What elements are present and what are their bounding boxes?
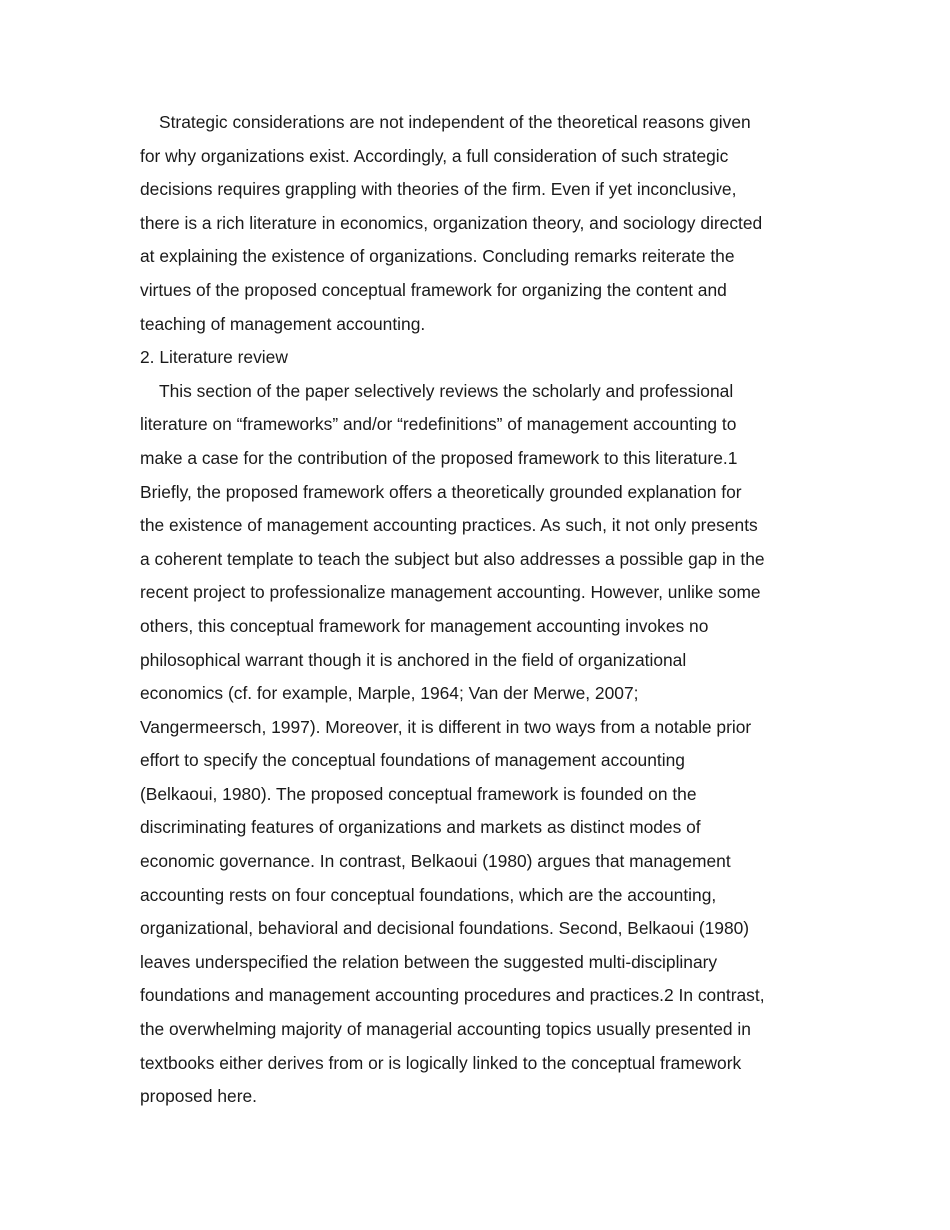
text-line: the existence of management accounting practices. As such, it not only presents — [140, 515, 758, 536]
text-line: This section of the paper selectively reviews the scholarly and professional — [159, 380, 734, 401]
text-line: recent project to professionalize management accounting. However, unlike some — [140, 582, 761, 603]
text-line: for why organizations exist. Accordingly, a full consideration of such strategic — [140, 145, 729, 166]
section-heading: 2. Literature review — [140, 347, 288, 368]
text-line: leaves underspecified the relation between the suggested multi-disciplinary — [140, 951, 718, 972]
text-line: economics (cf. for example, Marple, 1964; Van der Merwe, 2007; — [140, 683, 639, 704]
text-line: textbooks either derives from or is logically linked to the conceptual framework — [140, 1052, 742, 1073]
text-line: at explaining the existence of organizations. Concluding remarks reiterate the — [140, 246, 735, 267]
text-line: (Belkaoui, 1980). The proposed conceptual framework is founded on the — [140, 783, 697, 804]
text-line: foundations and management accounting procedures and practices.2 In contrast, — [140, 985, 765, 1006]
text-line: the overwhelming majority of managerial accounting topics usually presented in — [140, 1019, 751, 1040]
text-line: organizational, behavioral and decisional foundations. Second, Belkaoui (1980) — [140, 918, 750, 939]
text-line: teaching of management accounting. — [140, 313, 426, 334]
text-line: philosophical warrant though it is anchored in the field of organizational — [140, 649, 687, 670]
text-line: there is a rich literature in economics, organization theory, and sociology directed — [140, 212, 763, 233]
intro-paragraph — [140, 106, 812, 341]
document-page — [140, 106, 812, 1114]
text-line: decisions requires grappling with theories of the firm. Even if yet inconclusive, — [140, 179, 737, 200]
text-line: proposed here. — [140, 1086, 257, 1107]
text-line: others, this conceptual framework for management accounting invokes no — [140, 615, 709, 636]
text-line: literature on “frameworks” and/or “redefinitions” of management accounting to — [140, 414, 737, 435]
text-line: Vangermeersch, 1997). Moreover, it is different in two ways from a notable prior — [140, 716, 752, 737]
text-line: Briefly, the proposed framework offers a theoretically grounded explanation for — [140, 481, 742, 502]
text-line: virtues of the proposed conceptual framework for organizing the content and — [140, 279, 727, 300]
text-line: accounting rests on four conceptual foundations, which are the accounting, — [140, 884, 717, 905]
text-line: discriminating features of organizations and markets as distinct modes of — [140, 817, 701, 838]
text-line: economic governance. In contrast, Belkaoui (1980) argues that management — [140, 851, 731, 872]
text-line: Strategic considerations are not independent of the theoretical reasons given — [159, 112, 751, 132]
text-line: effort to specify the conceptual foundations of management accounting — [140, 750, 685, 771]
literature-review-paragraph — [140, 375, 812, 1114]
text-line: make a case for the contribution of the proposed framework to this literature.1 — [140, 447, 738, 468]
text-line: a coherent template to teach the subject but also addresses a possible gap in the — [140, 548, 765, 569]
